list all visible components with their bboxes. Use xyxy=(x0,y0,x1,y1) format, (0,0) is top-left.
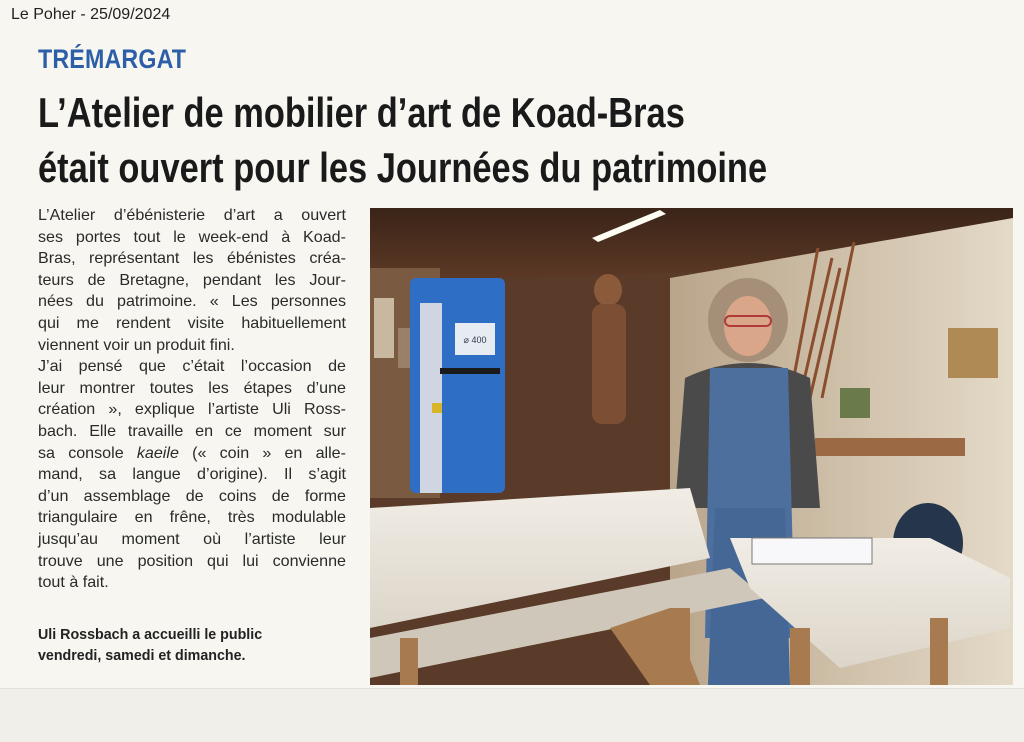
band-saw-switch xyxy=(432,403,442,413)
body-italic-word: kaeile xyxy=(136,443,179,462)
caption-line-1: Uli Rossbach a accueilli le public xyxy=(38,626,263,643)
article-body xyxy=(38,205,346,594)
body-line: bach. Elle travaille en ce moment sur xyxy=(38,421,346,440)
body-line-mixed xyxy=(38,443,346,465)
workshop-photo xyxy=(370,208,1013,685)
headline-line-2: était ouvert pour les Journées du patrimoine xyxy=(38,144,768,191)
bench-tool xyxy=(840,388,870,418)
body-line: création », explique l’artiste Uli Ross- xyxy=(38,400,346,419)
body-line: ses portes tout le week-end à Koad- xyxy=(38,227,346,246)
headline xyxy=(38,85,973,195)
body-line: trouve une position qui lui convienne xyxy=(38,551,346,570)
wood-sculpture xyxy=(592,304,626,424)
body-line-end: (« coin » en alle- xyxy=(178,443,346,462)
photo-caption xyxy=(38,624,342,666)
band-saw-table xyxy=(440,368,500,374)
body-line: qui me rendent visite habituellement xyxy=(38,313,346,332)
workshop-photo-illustration xyxy=(370,208,1013,685)
body-line: jusqu’au moment où l’artiste leur xyxy=(38,529,346,548)
body-line: leur montrer toutes les étapes d’une xyxy=(38,378,346,397)
band-saw-frame xyxy=(420,303,442,493)
body-line-start: sa console xyxy=(38,443,137,462)
workbench xyxy=(815,438,965,456)
headline-line-1: L’Atelier de mobilier d’art de Koad-Bras xyxy=(38,89,685,136)
body-line: viennent voir un produit fini. xyxy=(38,335,235,354)
body-line: Bras, représentant les ébénistes créa- xyxy=(38,249,346,268)
body-line: triangulaire en frêne, très modulable xyxy=(38,508,346,527)
body-line: nées du patrimoine. « Les personnes xyxy=(38,292,346,311)
paper-sheet xyxy=(752,538,872,564)
wall-frame xyxy=(948,328,998,378)
shelf-item xyxy=(374,298,394,358)
body-line: J’ai pensé que c’était l’occasion de xyxy=(38,357,346,376)
paper-margin xyxy=(0,688,1024,742)
rubric-location: TRÉMARGAT xyxy=(38,44,187,74)
source-line: Le Poher - 25/09/2024 xyxy=(11,6,171,23)
sculpture-head xyxy=(594,274,622,306)
body-line: tout à fait. xyxy=(38,573,109,592)
band-saw-label-text: ⌀ 400 xyxy=(463,335,487,345)
body-line: L’Atelier d’ébénisterie d’art a ouvert xyxy=(38,206,346,224)
body-line: teurs de Bretagne, pendant les Jour- xyxy=(38,270,346,289)
caption-line-2: vendredi, samedi et dimanche. xyxy=(38,647,246,664)
body-line: mand, sa langue d’origine). Il s’agit xyxy=(38,465,346,484)
body-line: d’un assemblage de coins de forme xyxy=(38,486,346,505)
